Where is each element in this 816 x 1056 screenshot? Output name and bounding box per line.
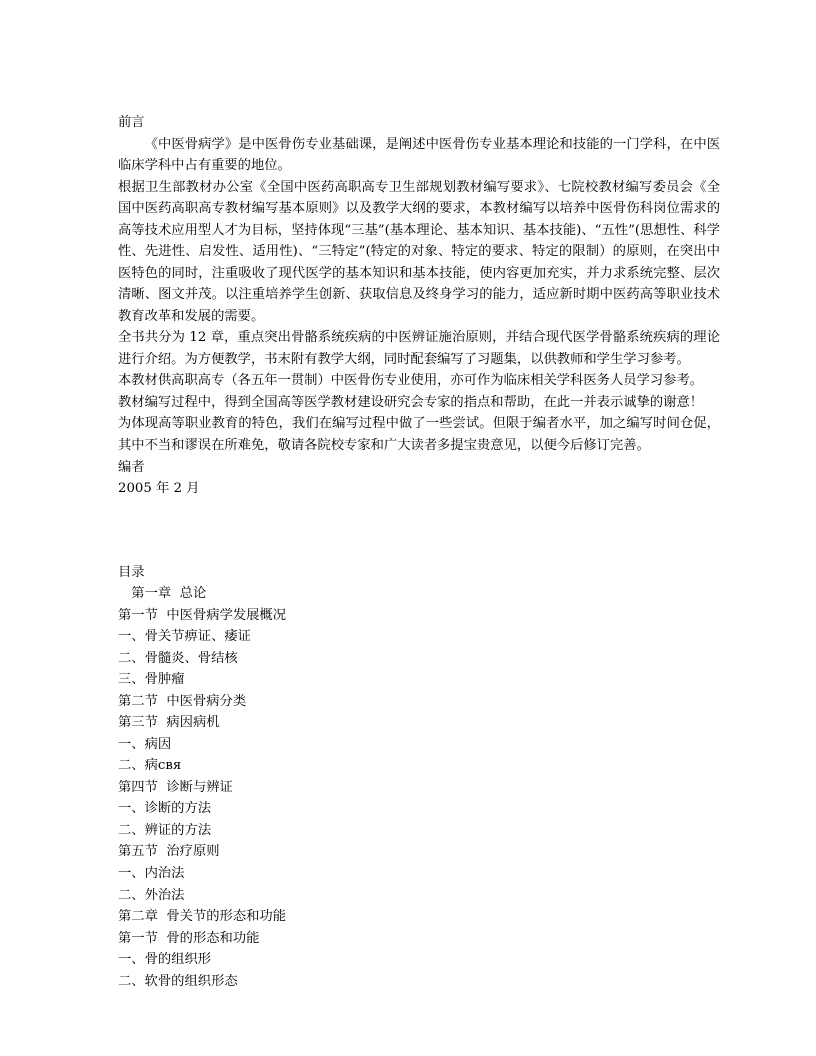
toc-entry-2: 一、骨关节痹证、痿证: [118, 629, 251, 645]
preface-paragraph-4: 本教材供高职高专（各五年一贯制）中医骨伤专业使用，亦可作为临床相关学科医务人员学习参考。: [118, 373, 704, 389]
toc-entry-12: 第五节 治疗原则: [118, 844, 220, 860]
preface-paragraph-3: 全书共分为 12 章，重点突出骨骼系统疾病的中医辨证施治原则，并结合现代医学骨骼系统疾病的理论进行介绍。为方便教学，书末附有教学大纲，同时配套编写了习题集，以供教师和学生学习参考。: [118, 330, 720, 367]
preface-paragraph-1: 《中医骨病学》是中医骨伤专业基础课，是阐述中医骨伤专业基本理论和技能的一门学科，在中医临床学科中占有重要的地位。: [118, 136, 720, 174]
toc-entry-4: 三、骨肿瘤: [118, 672, 185, 688]
preface-paragraph-5: 教材编写过程中，得到全国高等医学教材建设研究会专家的指点和帮助，在此一并表示诚挚的谢意！: [118, 394, 704, 410]
toc-heading: 目录: [118, 564, 145, 580]
toc-entry-9: 第四节 诊断与辨证: [118, 779, 233, 795]
toc-entry-18: 二、软骨的组织形态: [118, 973, 238, 989]
toc-entry-chapter-2: 第二章 骨关节的形态和功能: [118, 909, 287, 925]
toc-entry-17: 一、骨的组织形: [118, 952, 212, 968]
document-body: [118, 112, 720, 992]
preface-paragraph-6: 为体现高等职业教育的特色，我们在编写过程中做了一些尝试。但限于编者水平，加之编写时间仓促，其中不当和谬误在所难免，敬请各院校专家和广大读者多提宝贵意见，以便今后修订完善。: [118, 416, 720, 453]
preface-paragraph-2: 根据卫生部教材办公室《全国中医药高职高专卫生部规划教材编写要求》、七院校教材编写委员会《全国中医药高职高专教材编写基本原则》以及教学大纲的要求，本教材编写以培养中医骨伤科岗位需求的高等技术应用型人才为目标，坚持体现“三基”(基本理论、基本知识、基本技能)、“五性”(思想性、科学性、先进性、启发性、适用性)、“三特定”(特定的对象、特定的要求、特定的限制）的原则，在突出中医特色的同时，注重吸收了现代医学的基本知识和基本技能，使内容更加充实，并力求系统完整、层次清晰、图文并茂。以注重培养学生创新、获取信息及终身学习的能力，适应新时期中医药高等职业技术教育改革和发展的需要。: [118, 179, 720, 324]
toc-entry-6: 第三节 病因病机: [118, 715, 220, 731]
preface-signature: 编者: [118, 459, 145, 475]
toc-entry-10: 一、诊断的方法: [118, 801, 212, 817]
section-spacer: [118, 500, 720, 562]
toc-entry-3: 二、骨髓炎、骨结核: [118, 650, 238, 666]
preface-date: 2005 年 2 月: [118, 481, 200, 497]
toc-entry-1: 第一节 中医骨病学发展概况: [118, 607, 287, 623]
toc-entry-14: 二、外治法: [118, 887, 185, 903]
preface-heading: 前言: [118, 115, 145, 130]
toc-entry-chapter-1: 第一章 总论: [131, 586, 207, 602]
toc-entry-13: 一、内治法: [118, 866, 185, 881]
toc-entry-8: 二、病свя: [118, 758, 182, 774]
toc-entry-11: 二、辨证的方法: [118, 822, 212, 838]
toc-entry-7: 一、病因: [118, 736, 172, 752]
toc-entry-16: 第一节 骨的形态和功能: [118, 930, 260, 946]
toc-entry-5: 第二节 中医骨病分类: [118, 693, 247, 709]
